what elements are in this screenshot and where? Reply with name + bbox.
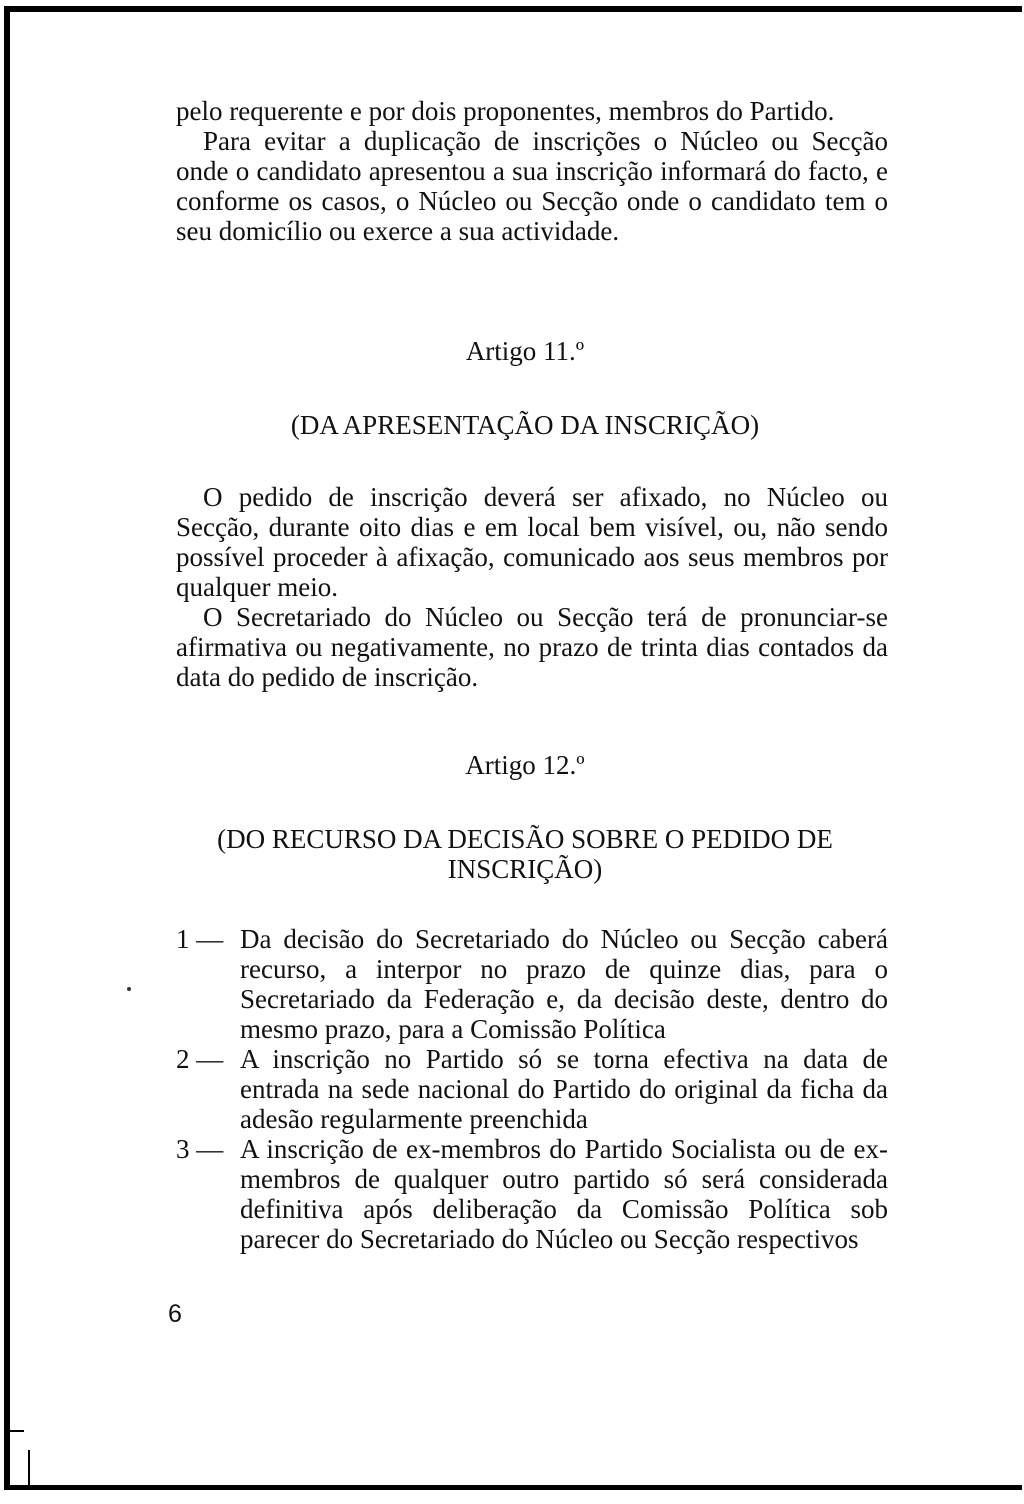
article-11-subtitle: (DA APRESENTAÇÃO DA INSCRIÇÃO) [290,410,760,440]
item-text: A inscrição no Partido só se torna efectiva na data de entrada na sede nacional do Partido do original da ficha da adesão regularmente preenchida [240,1044,888,1134]
list-item [176,1044,888,1134]
intro-paragraph: Para evitar a duplicação de inscrições o Núcleo ou Secção onde o candidato apresentou a sua inscrição informará do facto, e conforme os casos, o Núcleo ou Secção onde o candidato tem o seu domicílio ou exerce a sua actividade. [176,126,888,246]
article-11-paragraph-1: O pedido de inscrição deverá ser afixado, no Núcleo ou Secção, durante oito dias e em local bem visível, ou, não sendo possível proceder à afixação, comunicado aos seus membros por qualquer meio. [176,482,888,602]
article-11-title: Artigo 11.º [465,336,585,366]
item-number: 1 — [176,924,224,954]
article-11-paragraph-2: O Secretariado do Núcleo ou Secção terá de pronunciar-se afirmativa ou negativamente, no prazo de trinta dias contados da data do pedido de inscrição. [176,602,888,692]
article-12-subtitle [160,824,890,884]
item-number: 2 — [176,1044,224,1074]
article-11-body [176,482,888,692]
intro-text [176,96,888,246]
intro-line: pelo requerente e por dois proponentes, membros do Partido. [176,96,835,126]
item-number: 3 — [176,1134,224,1164]
item-text: A inscrição de ex-membros do Partido Socialista ou de ex-membros de qualquer outro partido só será considerada definitiva após deliberação da Comissão Política sob parecer do Secretariado do Núcleo ou Secção respectivos [240,1134,888,1254]
article-12-subtitle-line-1: (DO RECURSO DA DECISÃO SOBRE O PEDIDO DE [217,824,833,854]
page-number: 6 [168,1300,182,1328]
list-item [176,924,888,1044]
corner-crop-mark [10,1430,32,1488]
article-12-title: Artigo 12.º [465,750,585,780]
item-text: Da decisão do Secretariado do Núcleo ou Secção caberá recurso, a interpor no prazo de quinze dias, para o Secretariado da Federação e, da decisão deste, dentro do mesmo prazo, para a Comissão Política [240,924,888,1044]
article-12-list [176,924,888,1254]
stray-dot [127,987,131,991]
list-item [176,1134,888,1254]
article-12-subtitle-line-2: INSCRIÇÃO) [447,854,603,884]
